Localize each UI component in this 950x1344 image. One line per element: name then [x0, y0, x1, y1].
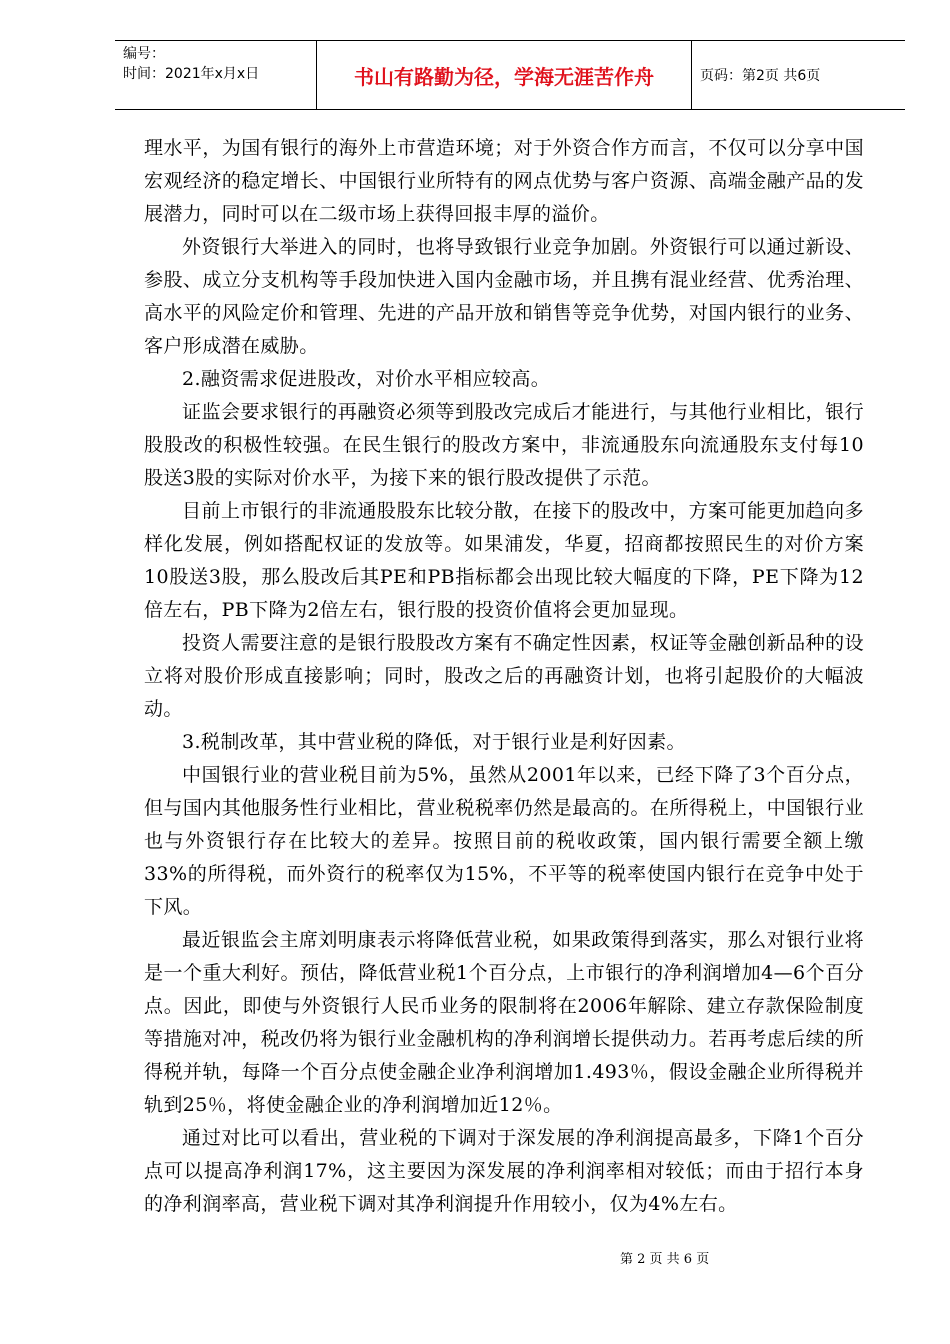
paragraph: 投资人需要注意的是银行股股改方案有不确定性因素，权证等金融创新品种的设立将对股价形成直接影响；同时，股改之后的再融资计划，也将引起股价的大幅波动。: [144, 632, 864, 720]
paragraph: 中国银行业的营业税目前为5%，虽然从2001年以来，已经下降了3个百分点，但与国内其他服务性行业相比，营业税税率仍然是最高的。在所得税上，中国银行业也与外资银行存在比较大的差异。按照目前的税收政策，国内银行需要全额上缴33%的所得税，而外资行的税率仅为15%，不平等的税率使国内银行在竞争中处于下风。: [144, 764, 864, 918]
page-footer: 第 2 页 共 6 页: [620, 1252, 710, 1267]
paragraph: 最近银监会主席刘明康表示将降低营业税，如果政策得到落实，那么对银行业将是一个重大利好。预估，降低营业税1个百分点，上市银行的净利润增加4—6个百分点。因此，即使与外资银行人民币业务的限制将在2006年解除、建立存款保险制度等措施对冲，税改仍将为银行业金融机构的净利润增长提供动力。若再考虑后续的所得税并轨，每降一个百分点使金融企业净利润增加1.493％，假设金融企业所得税并轨到25％，将使金融企业的净利润增加近12％。: [144, 929, 864, 1116]
number-label: 编号：: [123, 46, 165, 62]
page-header: [115, 40, 905, 110]
section-heading: 2.融资需求促进股改，对价水平相应较高。: [182, 368, 551, 390]
header-motto: 书山有路勤为径，学海无涯苦作舟: [317, 41, 692, 109]
paragraph: 证监会要求银行的再融资必须等到股改完成后才能进行，与其他行业相比，银行股股改的积极性较强。在民生银行的股改方案中，非流通股东向流通股东支付每10股送3股的实际对价水平，为接下来的银行股改提供了示范。: [144, 401, 864, 489]
time-label: 时间：2021年x月x日: [123, 66, 260, 82]
document-body: [144, 132, 864, 1221]
section-heading: 3.税制改革，其中营业税的降低，对于银行业是利好因素。: [182, 731, 686, 753]
paragraph: 目前上市银行的非流通股股东比较分散，在接下的股改中，方案可能更加趋向多样化发展，例如搭配权证的发放等。如果浦发，华夏，招商都按照民生的对价方案10股送3股，那么股改后其PE和PB指标都会出现比较大幅度的下降，PE下降为12倍左右，PB下降为2倍左右，银行股的投资价值将会更加显现。: [144, 500, 864, 621]
header-meta: [115, 41, 317, 109]
paragraph: 通过对比可以看出，营业税的下调对于深发展的净利润提高最多，下降1个百分点可以提高净利润17%，这主要因为深发展的净利润率相对较低；而由于招行本身的净利润率高，营业税下调对其净利润提升作用较小，仅为4%左右。: [144, 1127, 864, 1215]
paragraph: 外资银行大举进入的同时，也将导致银行业竞争加剧。外资银行可以通过新设、参股、成立分支机构等手段加快进入国内金融市场，并且携有混业经营、优秀治理、高水平的风险定价和管理、先进的产品开放和销售等竞争优势，对国内银行的业务、客户形成潜在威胁。: [144, 236, 864, 357]
paragraph: 理水平，为国有银行的海外上市营造环境；对于外资合作方而言，不仅可以分享中国宏观经济的稳定增长、中国银行业所特有的网点优势与客户资源、高端金融产品的发展潜力，同时可以在二级市场上获得回报丰厚的溢价。: [144, 137, 864, 225]
header-page-info: 页码：第2页 共6页: [700, 68, 821, 84]
